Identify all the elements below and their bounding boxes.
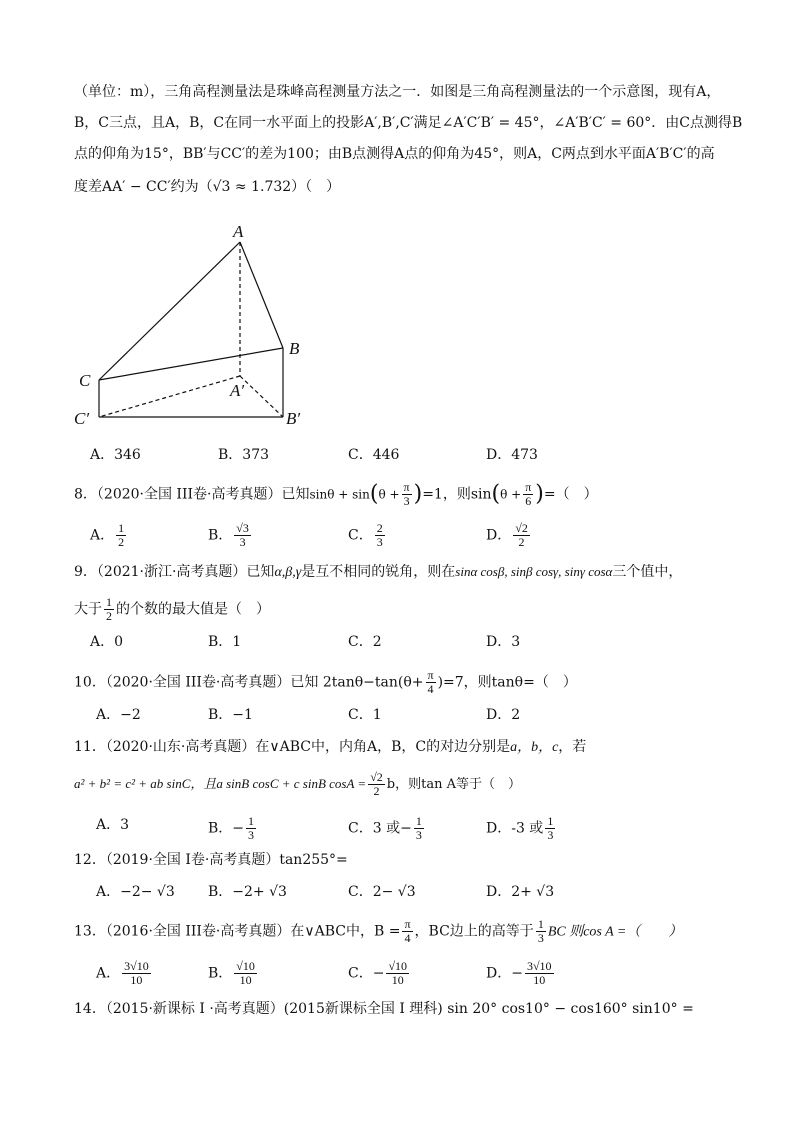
q9-line-1: 9．（2021·浙江·高考真题）已知α,β,γ是互不相同的锐角，则在sinα cosβ, sinβ cosγ, sinγ cosα三个值中，: [74, 564, 683, 580]
q8-theta-2: θ +: [500, 487, 522, 502]
q13-frac-pi-4: $\frac{\pi}{4}$: [404, 917, 411, 945]
q11-frac-root2: $\frac{√2}{2}$: [370, 770, 383, 798]
q7-option-d[interactable]: D．473: [486, 447, 538, 463]
line-A1-C1: [99, 376, 240, 417]
q12-option-b[interactable]: B．−2+ √3: [208, 884, 287, 900]
q11-option-d[interactable]: D．-3 或 $\frac{1}{3}$: [486, 814, 554, 842]
q13-option-d[interactable]: D．− $\frac{3√10}{10}$: [486, 959, 552, 987]
q11-option-c[interactable]: C．3 或− $\frac{1}{3}$: [348, 814, 422, 842]
q10-option-b[interactable]: B．−1: [208, 707, 253, 723]
q9-option-b[interactable]: B．1: [208, 634, 242, 650]
q7-option-c[interactable]: C．446: [348, 447, 400, 463]
q9-option-c[interactable]: C．2: [348, 634, 382, 650]
q8-option-b[interactable]: B． $\frac{√3}{3}$: [208, 521, 249, 549]
q7-option-b[interactable]: B．373: [218, 447, 270, 463]
q7-line-1: （单位：m），三角高程测量法是珠峰高程测量方法之一．如图是三角高程测量法的一个示意图，现有A，: [74, 84, 721, 100]
q10-option-a[interactable]: A．−2: [96, 707, 141, 723]
q12-stem: 12．（2019·全国 I卷·高考真题）tan255°=: [74, 852, 348, 868]
q13-option-b[interactable]: B． $\frac{√10}{10}$: [208, 959, 255, 987]
q9-option-a[interactable]: A．0: [90, 634, 124, 650]
q8-expr-2: =1，则sin: [422, 486, 492, 503]
q11-line-2: a² + b² = c² + ab sinC，且a sinB cosC + c sinB cosA = $\frac{√2}{2}$ b，则tan A等于（ ）: [74, 770, 521, 798]
label-B: B: [289, 339, 300, 358]
q8-expr-1: sinθ + sin: [309, 487, 370, 502]
q9-frac-half: $\frac{1}{2}$: [106, 595, 112, 623]
q14-stem: 14．（2015·新课标 I ·高考真题）(2015新课标全国 I 理科) sin 20° cos10° − cos160° sin10° =: [74, 1001, 694, 1017]
q7-line-2: B，C三点，且A，B，C在同一水平面上的投影A′,B′,C′满足∠A′C′B′ = 45°，∠A′B′C′ = 60°．由C点测得B: [74, 115, 743, 131]
label-B-prime: B′: [286, 409, 301, 428]
label-C: C: [79, 371, 91, 390]
q8-option-d[interactable]: D． $\frac{√2}{2}$: [486, 521, 528, 549]
line-A-B: [240, 242, 283, 348]
q8-expr-3: =（ ）: [543, 486, 598, 503]
q10-option-d[interactable]: D．2: [486, 707, 521, 723]
q11-option-a[interactable]: A．3: [96, 817, 130, 833]
q10-frac-pi-4: $\frac{\pi}{4}$: [427, 668, 434, 696]
q13-option-c[interactable]: C．− $\frac{√10}{10}$: [348, 959, 408, 987]
q8-frac-pi-6: $\frac{\pi}{6}$: [525, 480, 532, 508]
q7-line-3: 点的仰角为15°，BB′与CC′的差为100；由B点测得A点的仰角为45°，则A，C两点到水平面A′B′C′的高: [74, 146, 715, 162]
q9-line-2: 大于 $\frac{1}{2}$ 的个数的最大值是（ ）: [74, 595, 270, 623]
q10-option-c[interactable]: C．1: [348, 707, 382, 723]
q8-head: 8．（2020·全国 III卷·高考真题）已知: [74, 486, 310, 503]
q8-frac-pi-3: $\frac{\pi}{3}$: [403, 480, 410, 508]
q12-option-a[interactable]: A．−2− √3: [96, 884, 175, 900]
q7-line-4: 度差AA′ − CC′约为（√3 ≈ 1.732）（ ）: [74, 179, 341, 195]
label-A-prime: A′: [230, 381, 245, 400]
q8-theta: θ +: [378, 487, 400, 502]
q7-option-a[interactable]: A．346: [90, 447, 141, 463]
q13-frac-third: $\frac{1}{3}$: [537, 917, 544, 945]
label-A: A: [233, 222, 244, 241]
q8-option-a[interactable]: A． $\frac{1}{2}$: [90, 521, 125, 549]
triangulation-figure: [70, 218, 320, 433]
q12-option-d[interactable]: D．2+ √3: [486, 884, 555, 900]
label-C-prime: C′: [74, 409, 90, 428]
q13-stem: 13．（2016·全国 III卷·高考真题）在∨ABC中，B = $\frac{\pi}{4}$ ，BC边上的高等于 $\frac{1}{3}$ BC 则cos A =（ ）: [74, 917, 683, 945]
q11-option-b[interactable]: B．− $\frac{1}{3}$: [208, 814, 255, 842]
line-A1-B1: [240, 376, 283, 417]
q12-option-c[interactable]: C．2− √3: [348, 884, 416, 900]
q8-stem: 8．（2020·全国 III卷·高考真题）已知sinθ + sin(θ + $\frac{\pi}{3}$ )=1，则sin(θ + $\frac{\pi}{6}$ )=（ ）: [74, 480, 598, 508]
q13-option-a[interactable]: A． $\frac{3√10}{10}$: [96, 959, 149, 987]
q8-option-c[interactable]: C． $\frac{2}{3}$: [348, 521, 383, 549]
q9-option-d[interactable]: D．3: [486, 634, 521, 650]
q10-stem: 10．（2020·全国 III卷·高考真题）已知 2tanθ−tan(θ+ $\frac{\pi}{4}$ )=7，则tanθ=（ ）: [74, 668, 577, 696]
q11-line-1: 11．（2020·山东·高考真题）在∨ABC中，内角A，B，C的对边分别是a，b，c，若: [74, 739, 587, 755]
